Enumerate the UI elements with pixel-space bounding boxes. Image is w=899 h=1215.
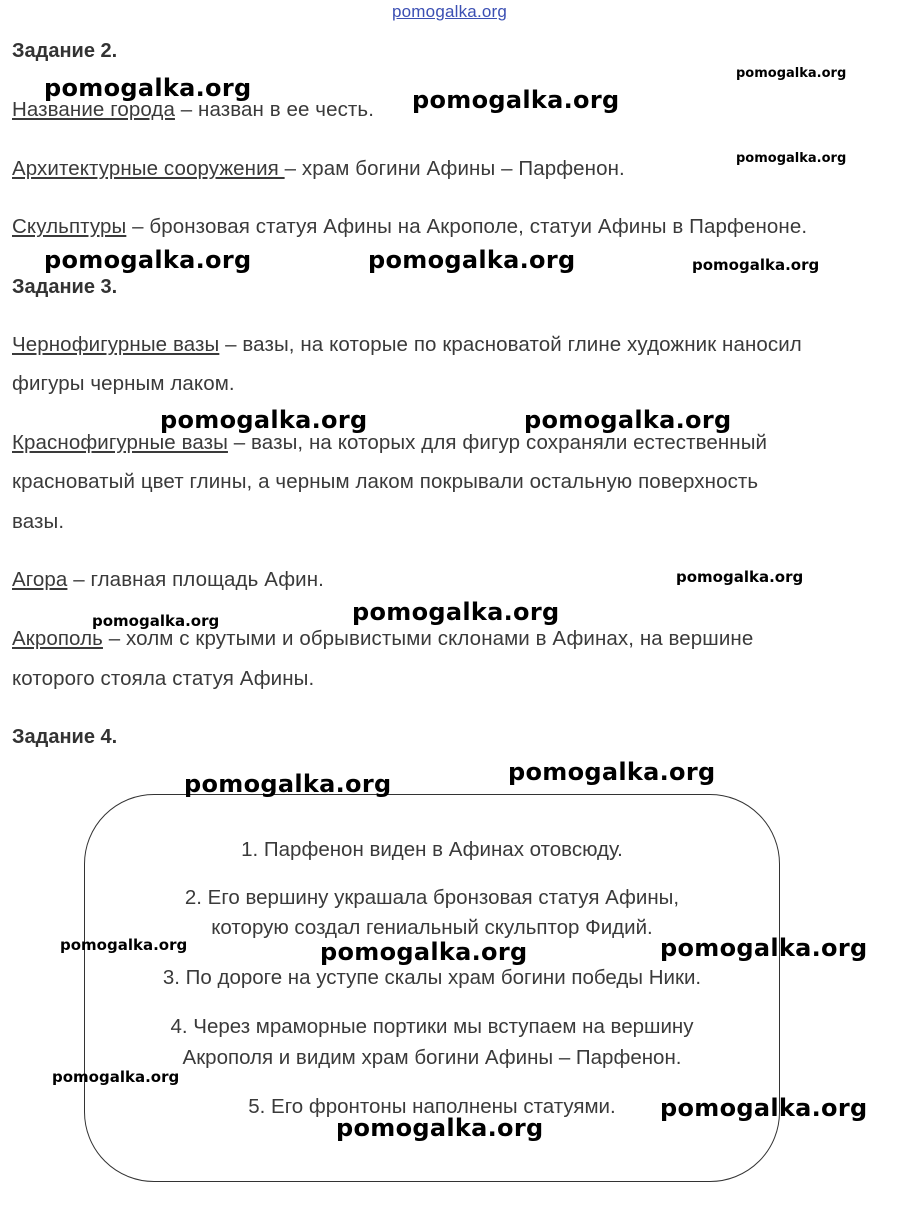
term: Агора (12, 568, 68, 591)
task2-item (12, 157, 625, 181)
site-link[interactable]: pomogalka.org (392, 2, 508, 21)
task3-item-continuation: фигуры черным лаком. (12, 372, 235, 395)
term: Чернофигурные вазы (12, 333, 220, 356)
task3-item (12, 431, 767, 455)
watermark: pomogalka.org (412, 86, 620, 114)
watermark: pomogalka.org (52, 1068, 180, 1086)
definition: – бронзовая статуя Афины на Акрополе, статуи Афины в Парфеноне. (126, 215, 808, 238)
watermark: pomogalka.org (524, 406, 732, 434)
sentence-3: 3. По дороге на уступе скалы храм богини победы Ники. (162, 966, 702, 989)
sentence-4-line-2: Акрополя и видим храм богини Афины – Парфенон. (182, 1046, 682, 1069)
sentence-2-line-1: 2. Его вершину украшала бронзовая статуя Афины, (184, 886, 680, 909)
watermark: pomogalka.org (92, 612, 220, 630)
watermark: pomogalka.org (508, 758, 716, 786)
watermark: pomogalka.org (692, 256, 820, 274)
task3-item (12, 568, 324, 592)
watermark: pomogalka.org (320, 938, 528, 966)
definition: – холм с крутыми и обрывистыми склонами в Афинах, на вершине (102, 627, 754, 650)
term: Краснофигурные вазы (12, 431, 228, 454)
definition: – назван в ее честь. (174, 98, 374, 121)
watermark: pomogalka.org (60, 936, 188, 954)
watermark: pomogalka.org (736, 151, 847, 166)
task3-item-continuation: которого стояла статуя Афины. (12, 667, 315, 690)
sentence-2-line-2: которую создал гениальный скульптор Фидий. (211, 916, 653, 939)
sentence-5: 5. Его фронтоны наполнены статуями. (248, 1095, 616, 1118)
watermark: pomogalka.org (660, 934, 868, 962)
watermark: pomogalka.org (184, 770, 392, 798)
watermark: pomogalka.org (660, 1094, 868, 1122)
watermark: pomogalka.org (676, 568, 804, 586)
term: Скульптуры (12, 215, 127, 238)
watermark: pomogalka.org (160, 406, 368, 434)
task3-item (12, 627, 753, 651)
watermark: pomogalka.org (736, 66, 847, 81)
task3-item-continuation: вазы. (12, 510, 65, 533)
term: Архитектурные сооружения (12, 157, 285, 180)
watermark: pomogalka.org (368, 246, 576, 274)
task3-item-continuation: красноватый цвет глины, а черным лаком покрывали остальную поверхность (12, 470, 759, 493)
watermark: pomogalka.org (352, 598, 560, 626)
sentence-4-line-1: 4. Через мраморные портики мы вступаем на вершину (170, 1015, 694, 1038)
task4-heading: Задание 4. (12, 726, 118, 748)
task3-item (12, 333, 802, 357)
definition: – вазы, на которые по красноватой глине художник наносил (219, 333, 802, 356)
term: Название города (12, 98, 175, 121)
task3-heading: Задание 3. (12, 276, 118, 298)
watermark: pomogalka.org (44, 246, 252, 274)
definition: – вазы, на которых для фигур сохраняли естественный (227, 431, 768, 454)
definition: – главная площадь Афин. (67, 568, 324, 591)
watermark: pomogalka.org (44, 74, 252, 102)
watermark: pomogalka.org (336, 1114, 544, 1142)
task2-heading: Задание 2. (12, 40, 118, 62)
definition: – храм богини Афины – Парфенон. (284, 157, 625, 180)
sentence-1: 1. Парфенон виден в Афинах отовсюду. (241, 838, 623, 861)
task2-item (12, 215, 807, 239)
term: Акрополь (12, 627, 103, 650)
